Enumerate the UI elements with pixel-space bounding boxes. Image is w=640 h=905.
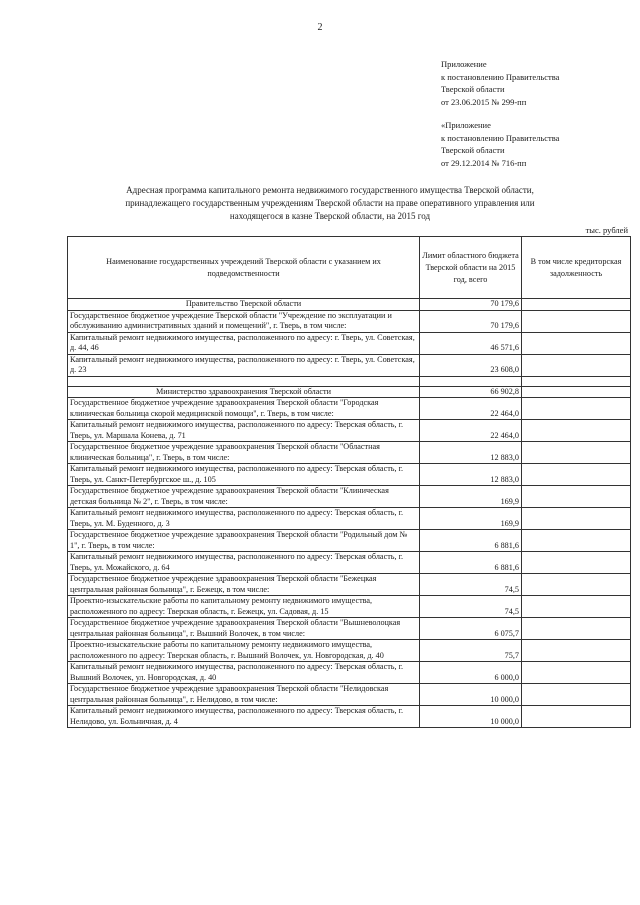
table-row — [68, 310, 631, 332]
appendix-line: к постановлению Правительства — [441, 132, 560, 143]
row-name-cell: Капитальный ремонт недвижимого имущества, расположенного по адресу: г. Тверь, ул. Советская, д. 23 — [68, 354, 420, 376]
spacer-row — [68, 376, 631, 386]
row-name-cell: Государственное бюджетное учреждение здравоохранения Тверской области "Бежецкая центральная районная больница", г. Бежецк, в том числе: — [68, 574, 420, 596]
row-arrears-cell — [522, 354, 631, 376]
row-name-cell: Капитальный ремонт недвижимого имущества, расположенного по адресу: Тверская область, г. Вышний Волочек, ул. Новгородская, д. 40 — [68, 662, 420, 684]
row-amount-cell: 22 464,0 — [420, 420, 522, 442]
row-name-cell: Государственное бюджетное учреждение здравоохранения Тверской области "Родильный дом № 1", г. Тверь, в том числе: — [68, 530, 420, 552]
appendix-line: от 29.12.2014 № 716-пп — [441, 157, 527, 168]
row-arrears-cell — [522, 684, 631, 706]
row-arrears-cell — [522, 386, 631, 398]
row-name-cell: Государственное бюджетное учреждение здравоохранения Тверской области "Вышневолоцкая центральная районная больница", г. Вышний Волочек, в том числе: — [68, 618, 420, 640]
row-name-cell: Капитальный ремонт недвижимого имущества, расположенного по адресу: Тверская область, г. Тверь, ул. Маршала Конева, д. 71 — [68, 420, 420, 442]
ministry-row — [68, 299, 631, 311]
row-amount-cell: 12 883,0 — [420, 464, 522, 486]
row-arrears-cell — [522, 596, 631, 618]
row-amount-cell: 75,7 — [420, 640, 522, 662]
table-row — [68, 596, 631, 618]
row-amount-cell: 70 179,6 — [420, 310, 522, 332]
row-name-cell: Капитальный ремонт недвижимого имущества, расположенного по адресу: Тверская область, г. Тверь, ул. Можайского, д. 64 — [68, 552, 420, 574]
row-name-cell: Государственное бюджетное учреждение Тверской области "Учреждение по эксплуатации и обслуживанию административных зданий и помещений", г. Тверь, в том числе: — [68, 310, 420, 332]
table-row — [68, 442, 631, 464]
row-amount-cell: 6 881,6 — [420, 530, 522, 552]
appendix-line: Приложение — [441, 59, 487, 69]
row-amount-cell: 10 000,0 — [420, 706, 522, 728]
row-arrears-cell — [522, 640, 631, 662]
row-arrears-cell — [522, 706, 631, 728]
row-amount-cell: 6 000,0 — [420, 662, 522, 684]
table-row — [68, 530, 631, 552]
row-name-cell: Проектно-изыскательские работы по капитальному ремонту недвижимого имущества, расположенного по адресу: Тверская область, г. Вышний Волочек, ул. Новгородская, д. 40 — [68, 640, 420, 662]
row-amount-cell: 74,5 — [420, 574, 522, 596]
appendix-current — [441, 58, 631, 108]
row-name-cell: Капитальный ремонт недвижимого имущества, расположенного по адресу: Тверская область, г. Тверь, ул. М. Буденного, д. 3 — [68, 508, 420, 530]
table-header-row — [68, 237, 631, 299]
row-arrears-cell — [522, 420, 631, 442]
row-name-cell: Государственное бюджетное учреждение здравоохранения Тверской области "Городская клиническая больница скорой медицинской помощи", г. Тверь, в том числе: — [68, 398, 420, 420]
row-name-cell: Капитальный ремонт недвижимого имущества, расположенного по адресу: Тверская область, г. Нелидово, ул. Больничная, д. 4 — [68, 706, 420, 728]
header-arrears: В том числе кредиторская задолженность — [522, 237, 631, 299]
table-row — [68, 640, 631, 662]
row-amount-cell: 12 883,0 — [420, 442, 522, 464]
header-name: Наименование государственных учреждений Тверской области с указанием их подведомственности — [68, 237, 420, 299]
table-row — [68, 706, 631, 728]
row-arrears-cell — [522, 618, 631, 640]
table-row — [68, 662, 631, 684]
row-amount-cell: 169,9 — [420, 508, 522, 530]
ministry-row — [68, 386, 631, 398]
row-amount-cell: 10 000,0 — [420, 684, 522, 706]
table-row — [68, 618, 631, 640]
row-name-cell: Государственное бюджетное учреждение здравоохранения Тверской области "Областная клиническая больница", г. Тверь, в том числе: — [68, 442, 420, 464]
row-name-cell: Капитальный ремонт недвижимого имущества, расположенного по адресу: г. Тверь, ул. Советская, д. 44, 46 — [68, 332, 420, 354]
row-arrears-cell — [522, 530, 631, 552]
table-row — [68, 486, 631, 508]
table-row — [68, 464, 631, 486]
row-amount-cell — [420, 376, 522, 386]
row-arrears-cell — [522, 574, 631, 596]
row-arrears-cell — [522, 299, 631, 311]
title-line: Адресная программа капитального ремонта недвижимого государственного имущества Тверской области, — [126, 185, 534, 195]
units-label: тыс. рублей — [585, 225, 628, 235]
table-row — [68, 684, 631, 706]
row-amount-cell: 6 881,6 — [420, 552, 522, 574]
title-line: находящегося в казне Тверской области, на 2015 год — [229, 211, 431, 221]
page-number: 2 — [317, 22, 323, 33]
row-amount-cell: 23 608,0 — [420, 354, 522, 376]
document-title — [40, 184, 620, 223]
table-row — [68, 420, 631, 442]
budget-table — [67, 236, 631, 728]
row-arrears-cell — [522, 486, 631, 508]
row-name-cell: Государственное бюджетное учреждение здравоохранения Тверской области "Клиническая детская больница № 2", г. Тверь, в том числе: — [68, 486, 420, 508]
row-amount-cell: 70 179,6 — [420, 299, 522, 311]
row-amount-cell: 22 464,0 — [420, 398, 522, 420]
appendix-line: от 23.06.2015 № 299-пп — [441, 96, 527, 107]
title-line: принадлежащего государственным учреждениям Тверской области на праве оперативного управления или — [125, 198, 535, 208]
header-limit: Лимит областного бюджета Тверской области на 2015 год, всего — [420, 237, 522, 299]
row-arrears-cell — [522, 310, 631, 332]
appendix-line: к постановлению Правительства — [441, 71, 560, 82]
row-arrears-cell — [522, 332, 631, 354]
row-arrears-cell — [522, 464, 631, 486]
table-body — [68, 299, 631, 728]
row-arrears-cell — [522, 662, 631, 684]
row-name-cell — [68, 376, 420, 386]
row-amount-cell: 46 571,6 — [420, 332, 522, 354]
appendix-line: Тверской области — [441, 84, 505, 94]
row-arrears-cell — [522, 376, 631, 386]
row-arrears-cell — [522, 398, 631, 420]
appendix-original — [441, 119, 631, 169]
row-arrears-cell — [522, 552, 631, 574]
table-row — [68, 398, 631, 420]
row-amount-cell: 74,5 — [420, 596, 522, 618]
row-amount-cell: 169,9 — [420, 486, 522, 508]
table-row — [68, 354, 631, 376]
row-amount-cell: 6 075,7 — [420, 618, 522, 640]
appendix-line: Тверской области — [441, 145, 505, 155]
row-name-cell: Министерство здравоохранения Тверской области — [68, 386, 420, 398]
row-name-cell: Государственное бюджетное учреждение здравоохранения Тверской области "Нелидовская центральная районная больница", г. Нелидово, в том числе: — [68, 684, 420, 706]
row-name-cell: Капитальный ремонт недвижимого имущества, расположенного по адресу: Тверская область, г. Тверь, ул. Санкт-Петербургское ш., д. 105 — [68, 464, 420, 486]
table-row — [68, 574, 631, 596]
row-amount-cell: 66 902,8 — [420, 386, 522, 398]
table-row — [68, 508, 631, 530]
row-arrears-cell — [522, 442, 631, 464]
table-row — [68, 332, 631, 354]
row-name-cell: Правительство Тверской области — [68, 299, 420, 311]
row-arrears-cell — [522, 508, 631, 530]
row-name-cell: Проектно-изыскательские работы по капитальному ремонту недвижимого имущества, расположенного по адресу: Тверская область, г. Бежецк, ул. Садовая, д. 15 — [68, 596, 420, 618]
table-row — [68, 552, 631, 574]
appendix-line: «Приложение — [441, 120, 491, 130]
